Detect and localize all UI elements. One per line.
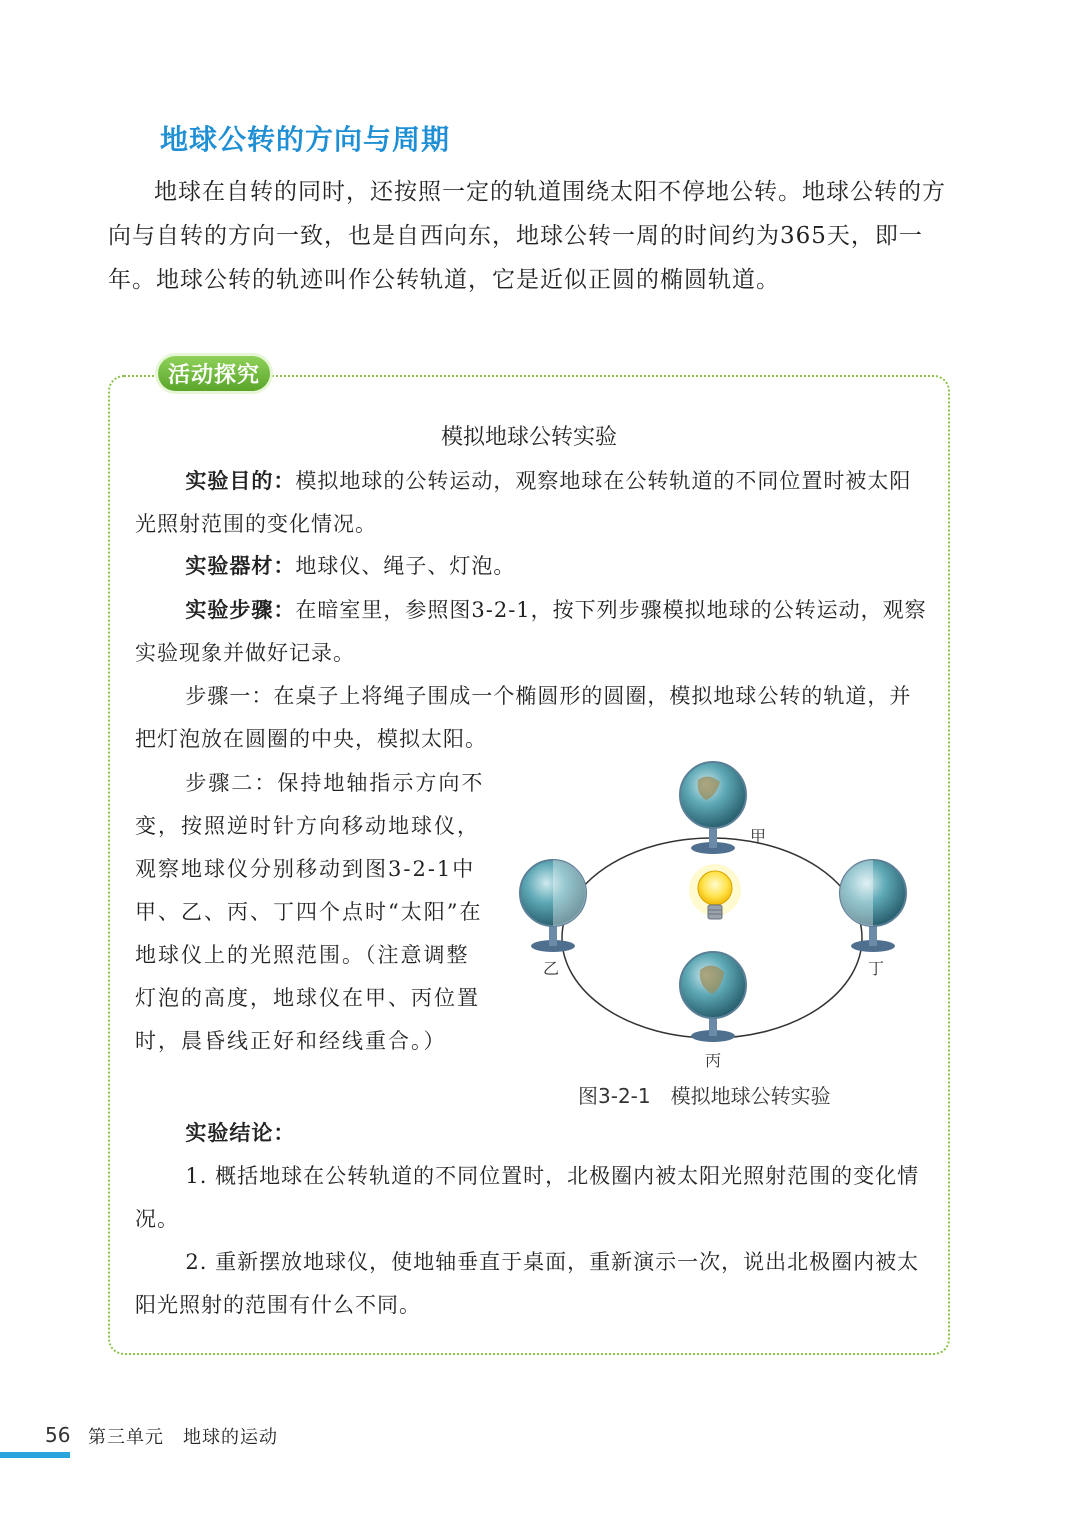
materials-paragraph <box>135 545 927 588</box>
footer-accent-bar <box>0 1452 70 1458</box>
intro-paragraph: 地球在自转的同时，还按照一定的轨道围绕太阳不停地公转。地球公转的方向与自转的方向一致，也是自西向东，地球公转一周的时间约为365天，即一年。地球公转的轨迹叫作公转轨道，它是近似正圆的椭圆轨道。 <box>108 179 946 293</box>
experiment-title: 模拟地球公转实验 <box>440 425 617 450</box>
conclusion2-paragraph: 2. 重新摆放地球仪，使地轴垂直于桌面，重新演示一次，说出北极圈内被太阳光照射的范围有什么不同。 <box>135 1250 920 1317</box>
steps-text: 在暗室里，参照图3-2-1，按下列步骤模拟地球的公转运动，观察实验现象并做好记录。 <box>135 598 927 665</box>
purpose-label: 实验目的： <box>185 469 296 493</box>
activity-badge: 活动探究 <box>158 356 270 391</box>
globe-ding <box>840 860 906 952</box>
unit-title: 第三单元 地球的运动 <box>88 1427 278 1448</box>
materials-label: 实验器材： <box>185 554 296 578</box>
label-ding: 丁 <box>868 959 885 978</box>
purpose-paragraph <box>135 460 927 546</box>
globe-yi <box>520 860 586 952</box>
label-bing: 丙 <box>705 1051 722 1070</box>
steps-paragraph <box>135 589 927 675</box>
materials-text: 地球仪、绳子、灯泡。 <box>295 554 516 578</box>
label-yi: 乙 <box>543 959 560 978</box>
steps-label: 实验步骤： <box>185 598 296 622</box>
purpose-text: 模拟地球的公转运动，观察地球在公转轨道的不同位置时被太阳光照射范围的变化情况。 <box>135 469 912 536</box>
light-bulb-icon <box>689 864 741 919</box>
globe-bing <box>680 952 746 1042</box>
figure-caption: 图3-2-1 模拟地球公转实验 <box>578 1084 831 1108</box>
orbit-figure <box>510 760 930 1080</box>
conclusion-label: 实验结论： <box>185 1121 296 1145</box>
step2-paragraph: 步骤二：保持地轴指示方向不变，按照逆时针方向移动地球仪，观察地球仪分别移动到图3-2-1中甲、乙、丙、丁四个点时“太阳”在地球仪上的光照范围。（注意调整灯泡的高度，地球仪在甲、丙位置时，晨昏线正好和经线重合。） <box>135 771 485 1053</box>
page-number: 56 <box>45 1423 71 1447</box>
step1-paragraph: 步骤一：在桌子上将绳子围成一个椭圆形的圆圈，模拟地球公转的轨道，并把灯泡放在圆圈的中央，模拟太阳。 <box>135 684 912 751</box>
conclusion-heading <box>135 1112 927 1155</box>
label-jia: 甲 <box>750 827 767 846</box>
globe-jia <box>680 762 746 854</box>
section-title: 地球公转的方向与周期 <box>160 123 451 156</box>
conclusion1-paragraph: 1. 概括地球在公转轨道的不同位置时，北极圈内被太阳光照射范围的变化情况。 <box>135 1164 920 1231</box>
